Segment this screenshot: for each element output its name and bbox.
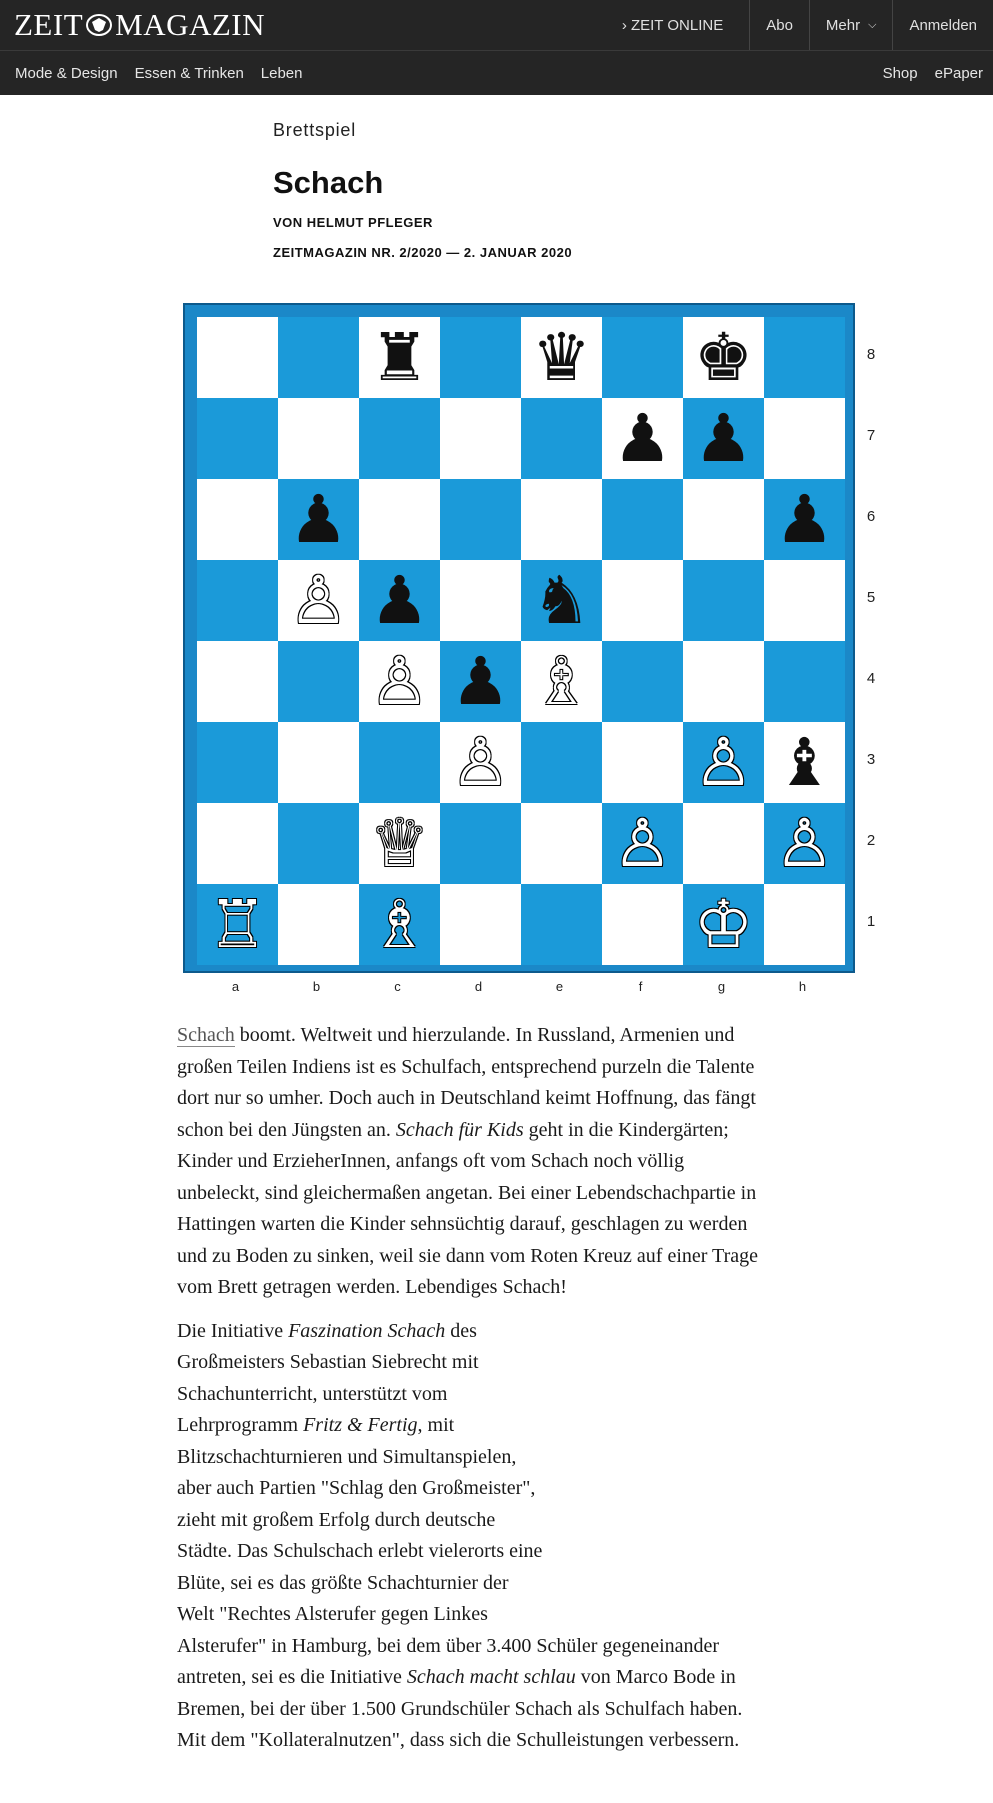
text: dort nur so umher. Doch auch in Deutschland keimt Hoffnung, das fängt: [177, 1087, 756, 1109]
anmelden-link[interactable]: [892, 0, 993, 50]
text: antreten, sei es die Initiative: [177, 1666, 407, 1688]
chess-board: [197, 317, 845, 965]
eagle-seal-icon: [85, 9, 113, 33]
square-g4: [683, 641, 764, 722]
text: des: [445, 1319, 477, 1342]
nav-shop[interactable]: Shop: [882, 64, 918, 82]
square-e3: [521, 722, 602, 803]
mehr-label: Mehr: [825, 16, 861, 34]
file-label: d: [474, 979, 483, 994]
square-c7: [359, 398, 440, 479]
text: großen Teilen Indiens ist es Schulfach, entsprechend purzeln die Talente: [177, 1055, 755, 1078]
chess-piece-icon: ♖: [207, 885, 268, 963]
square-a5: [197, 560, 278, 641]
square-d4: [440, 641, 521, 722]
square-d2: [440, 803, 521, 884]
chess-piece-icon: ♜: [369, 318, 430, 396]
text: Hattingen warten die Kinder sehnsüchtig darauf, geschlagen zu werden: [177, 1213, 748, 1235]
nav-leben[interactable]: Leben: [260, 64, 303, 82]
square-a3: [197, 722, 278, 803]
text-italic: Schach macht schlau: [406, 1666, 576, 1688]
square-g3: [683, 722, 764, 803]
square-d7: [440, 398, 521, 479]
square-a2: [197, 803, 278, 884]
square-e2: [521, 803, 602, 884]
text: von Marco Bode in: [575, 1666, 736, 1688]
text: Städte. Das Schulschach erlebt vielerorts eine: [177, 1540, 543, 1562]
square-a4: [197, 641, 278, 722]
text: Kinder und ErzieherInnen, anfangs oft vom Schach noch völlig: [177, 1150, 685, 1172]
rank-label: 1: [866, 913, 876, 930]
square-f4: [602, 641, 683, 722]
square-e1: [521, 884, 602, 965]
square-b7: [278, 398, 359, 479]
chess-piece-icon: ♞: [531, 561, 592, 639]
article-paragraph-1: [177, 1020, 877, 1304]
chess-piece-icon: ♟: [693, 399, 754, 477]
chess-piece-icon: ♙: [450, 723, 511, 801]
chess-piece-icon: ♟: [612, 399, 673, 477]
text: Die Initiative: [177, 1319, 289, 1342]
square-f3: [602, 722, 683, 803]
chess-board-frame: [183, 303, 855, 973]
chess-piece-icon: ♛: [531, 318, 592, 396]
rank-label: 5: [866, 589, 876, 606]
square-c5: [359, 560, 440, 641]
square-d6: [440, 479, 521, 560]
square-h4: [764, 641, 845, 722]
chess-piece-icon: ♙: [774, 804, 835, 882]
text: Alsterufer" in Hamburg, bei dem über 3.400 Schüler gegeneinander: [177, 1634, 720, 1657]
text: Mit dem "Kollateralnutzen", dass sich die Schulleistungen verbessern.: [177, 1729, 740, 1751]
chess-piece-icon: ♟: [288, 480, 349, 558]
text: Schachunterricht, unterstützt vom: [177, 1382, 448, 1405]
top-navigation-bar: [0, 0, 993, 51]
square-c6: [359, 479, 440, 560]
chess-piece-icon: ♗: [531, 642, 592, 720]
text-italic: Schach für Kids: [395, 1118, 524, 1141]
square-f6: [602, 479, 683, 560]
section-navigation-bar: [0, 51, 993, 95]
square-g1: [683, 884, 764, 965]
logo-text-magazin: MAGAZIN: [115, 7, 266, 42]
square-a8: [197, 317, 278, 398]
square-c3: [359, 722, 440, 803]
rank-label: 3: [866, 751, 876, 768]
chess-piece-icon: ♟: [774, 480, 835, 558]
square-f7: [602, 398, 683, 479]
square-b6: [278, 479, 359, 560]
file-label: f: [638, 979, 643, 994]
square-b2: [278, 803, 359, 884]
square-g6: [683, 479, 764, 560]
file-label: e: [555, 979, 564, 994]
square-h1: [764, 884, 845, 965]
square-b3: [278, 722, 359, 803]
anmelden-label: Anmelden: [909, 16, 977, 34]
square-b4: [278, 641, 359, 722]
zeit-online-link[interactable]: [606, 0, 749, 50]
square-d3: [440, 722, 521, 803]
square-f1: [602, 884, 683, 965]
square-h3: [764, 722, 845, 803]
text-italic: Faszination Schach: [288, 1319, 446, 1342]
logo-text-zeit: ZEIT: [14, 7, 84, 42]
nav-epaper[interactable]: ePaper: [934, 64, 983, 82]
mehr-menu-button[interactable]: [809, 0, 893, 50]
chess-piece-icon: ♟: [369, 561, 430, 639]
square-e4: [521, 641, 602, 722]
top-nav-links: [606, 0, 993, 50]
rank-label: 4: [866, 670, 876, 687]
text: schon bei den Jüngsten an.: [177, 1118, 396, 1141]
chess-piece-icon: ♙: [288, 561, 349, 639]
chess-piece-icon: ♗: [369, 885, 430, 963]
chevron-down-icon: ⌵: [868, 18, 877, 31]
square-a6: [197, 479, 278, 560]
square-h5: [764, 560, 845, 641]
rank-label: 7: [866, 427, 876, 444]
text: aber auch Partien "Schlag den Großmeister",: [177, 1477, 536, 1499]
square-d1: [440, 884, 521, 965]
text: vom Brett getragen werden. Lebendiges Schach!: [177, 1276, 567, 1298]
chess-piece-icon: ♔: [693, 885, 754, 963]
nav-mode-design[interactable]: Mode & Design: [15, 64, 118, 82]
file-label: c: [394, 979, 401, 994]
file-label: h: [798, 979, 807, 994]
square-g5: [683, 560, 764, 641]
text: geht in die Kindergärten;: [523, 1118, 729, 1141]
square-h2: [764, 803, 845, 884]
square-d8: [440, 317, 521, 398]
square-c8: [359, 317, 440, 398]
file-label: b: [312, 979, 321, 994]
chess-piece-icon: ♙: [612, 804, 673, 882]
square-h6: [764, 479, 845, 560]
square-h7: [764, 398, 845, 479]
square-h8: [764, 317, 845, 398]
abo-label: Abo: [766, 16, 793, 34]
chess-piece-icon: ♙: [369, 642, 430, 720]
rank-label: 8: [866, 346, 876, 363]
article-header: [273, 120, 572, 260]
square-a1: [197, 884, 278, 965]
chess-piece-icon: ♚: [693, 318, 754, 396]
square-b8: [278, 317, 359, 398]
article-issue-date: ZEITMAGAZIN NR. 2/2020 — 2. JANUAR 2020: [273, 245, 573, 260]
article-byline: VON HELMUT PFLEGER: [273, 215, 433, 230]
text: Blüte, sei es das größte Schachturnier der: [177, 1571, 509, 1594]
text: Großmeisters Sebastian Siebrecht mit: [177, 1351, 479, 1373]
file-label: a: [231, 979, 240, 994]
text-italic: Fritz & Fertig: [303, 1414, 418, 1436]
nav-essen-trinken[interactable]: Essen & Trinken: [134, 64, 244, 82]
square-b5: [278, 560, 359, 641]
square-g8: [683, 317, 764, 398]
square-c2: [359, 803, 440, 884]
square-f2: [602, 803, 683, 884]
text: Lehrprogramm: [177, 1414, 304, 1436]
abo-link[interactable]: [749, 0, 809, 50]
article-kicker: Brettspiel: [273, 120, 357, 140]
square-e8: [521, 317, 602, 398]
rank-label: 6: [866, 508, 876, 525]
article-body: [177, 1020, 877, 1769]
text: Welt "Rechtes Alsterufer gegen Linkes: [177, 1603, 488, 1625]
square-f8: [602, 317, 683, 398]
text: boomt. Weltweit und hierzulande. In Russland, Armenien und: [234, 1024, 735, 1046]
text: und zu Boden zu sinken, weil sie dann vom Roten Kreuz auf einer Trage: [177, 1244, 758, 1267]
text: zieht mit großem Erfolg durch deutsche: [177, 1508, 496, 1531]
zeit-online-label: › ZEIT ONLINE: [621, 16, 724, 34]
schach-link[interactable]: Schach: [177, 1024, 235, 1046]
file-label: g: [717, 979, 726, 994]
chess-piece-icon: ♙: [693, 723, 754, 801]
square-c1: [359, 884, 440, 965]
square-c4: [359, 641, 440, 722]
square-b1: [278, 884, 359, 965]
chess-piece-icon: ♕: [369, 804, 430, 882]
square-g2: [683, 803, 764, 884]
chess-piece-icon: ♝: [774, 723, 835, 801]
chess-piece-icon: ♟: [450, 642, 511, 720]
square-e5: [521, 560, 602, 641]
square-d5: [440, 560, 521, 641]
square-a7: [197, 398, 278, 479]
article-paragraph-2: [177, 1316, 877, 1757]
text: , mit: [417, 1414, 455, 1436]
rank-label: 2: [866, 832, 876, 849]
zeit-magazin-logo[interactable]: [14, 7, 265, 43]
square-f5: [602, 560, 683, 641]
square-e6: [521, 479, 602, 560]
text: unbeleckt, sind gleichermaßen angetan. Bei einer Lebendschachpartie in: [177, 1181, 757, 1204]
article-title: Schach: [273, 165, 384, 200]
text: Bremen, bei der über 1.500 Grundschüler Schach als Schulfach haben.: [177, 1697, 743, 1720]
text: Blitzschachturnieren und Simultanspielen,: [177, 1445, 517, 1468]
square-g7: [683, 398, 764, 479]
square-e7: [521, 398, 602, 479]
